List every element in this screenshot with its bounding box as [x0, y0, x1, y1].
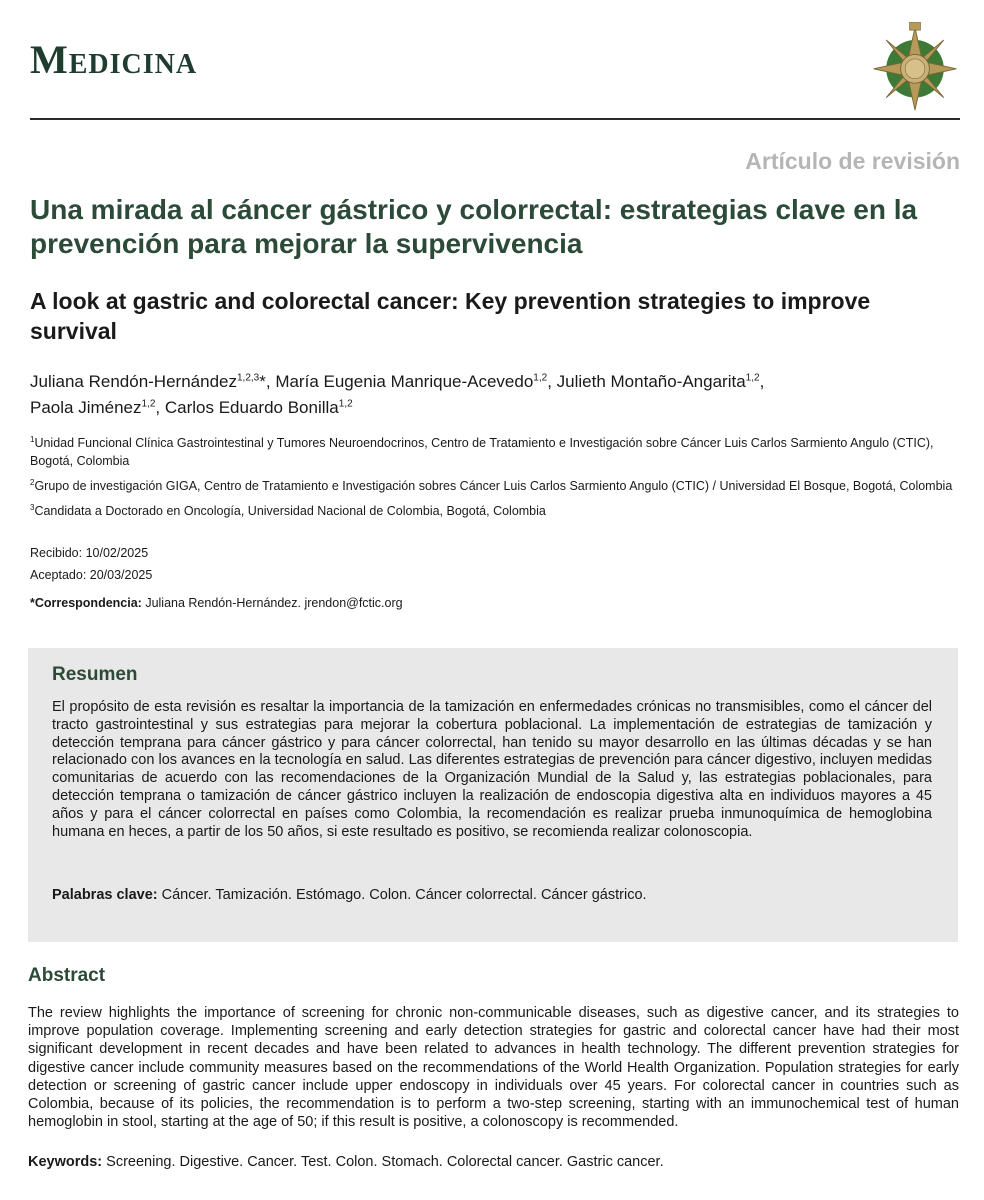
academy-emblem-icon: [870, 22, 960, 112]
author-list: [30, 366, 950, 419]
author: Juliana Rendón-Hernández$^{1,2,3}$*,: [30, 371, 276, 391]
author: María Eugenia Manrique-Acevedo$^{1,2}$,: [275, 371, 557, 391]
masthead: [30, 0, 960, 120]
header-rule: [30, 118, 960, 120]
keywords: [28, 1154, 958, 1170]
title-english: A look at gastric and colorectal cancer: Key prevention strategies to improve survival: [30, 288, 871, 344]
palabras-clave-label: Palabras clave:: [52, 887, 158, 903]
author: Carlos Eduardo Bonilla$^{1,2}$: [164, 398, 353, 418]
resumen-heading: Resumen: [52, 664, 138, 685]
author: Paola Jiménez$^{1,2}$,: [30, 398, 165, 418]
affiliations: [30, 431, 960, 524]
affiliation: $^3$Candidata a Doctorado en Oncología, Universidad Nacional de Colombia, Bogotá, Colombia: [30, 503, 546, 519]
abstract-heading: Abstract: [28, 965, 106, 986]
received-date: Recibido: 10/02/2025: [30, 546, 149, 560]
correspondence-label: *Correspondencia:: [30, 596, 142, 610]
accepted-date: Aceptado: 20/03/2025: [30, 568, 153, 582]
abstract-body: The review highlights the importance of screening for chronic non-communicable diseases, such as digestive cancer, and its strategies to improve population coverage. Implementing screening and early detection strategies for gastric and colorectal cancer have had their most significant development in recent decades and have been related to advances in health technology. The different prevention strategies for digestive cancer include community measures based on the recommendations of the World Health Organization. Population strategies for early detection or screening of gastric cancer include upper endoscopy in individuals over 45 years. For colorectal cancer in countries such as Colombia, because of its policies, the recommendation is to perform a two-step screening, starting with an immunochemical test of human hemoglobin in stool, starting at the age of 50; if this result is positive, a colonoscopy is recommended.: [28, 1005, 959, 1131]
affiliation: $^2$Grupo de investigación GIGA, Centro de Tratamiento e Investigación sobres Cáncer Luis Carlos Sarmiento Angulo (CTIC) / Universidad El Bosque, Bogotá, Colombia: [30, 478, 953, 494]
journal-title: Medicina: [30, 37, 198, 82]
article-type: Artículo de revisión: [745, 148, 960, 174]
keywords-text: Screening. Digestive. Cancer. Test. Colon. Stomach. Colorectal cancer. Gastric cancer.: [102, 1154, 664, 1170]
palabras-clave: [52, 887, 932, 903]
palabras-clave-text: Cáncer. Tamización. Estómago. Colon. Cáncer colorrectal. Cáncer gástrico.: [157, 887, 647, 903]
resumen-section: [28, 648, 958, 942]
correspondence: [30, 596, 403, 610]
correspondence-text: Juliana Rendón-Hernández. jrendon@fctic.org: [141, 596, 403, 610]
article-dates: [30, 542, 152, 586]
resumen-body: El propósito de esta revisión es resaltar la importancia de la tamización en enfermedades crónicas no transmisibles, como el cáncer del tracto gastrointestinal y sus estrategias para mejorar la cobertura poblacional. La implementación de estrategias de tamización y detección temprana para cáncer gástrico y para cáncer colorrectal, han tenido su mayor desarrollo en las últimas décadas y se han relacionado con los avances en la tecnología en salud. Las diferentes estrategias de prevención para cáncer digestivo, incluyen medidas comunitarias de acuerdo con las recomendaciones de la Organización Mundial de la Salud y, las estrategias poblacionales, para detección temprana o tamización de cáncer gástrico incluyen la realización de endoscopia digestiva alta en individuos mayores a 45 años y para el cáncer colorrectal en países como Colombia, la recomendación es realizar prueba inmunoquímica de hemoglobina humana en heces, a partir de los 50 años, si este resultado es positivo, se recomienda realizar colonoscopia.: [52, 699, 932, 840]
title-spanish: Una mirada al cáncer gástrico y colorrectal: estrategias clave en la prevención para mejorar la supervivencia: [30, 194, 918, 259]
affiliation: $^1$Unidad Funcional Clínica Gastrointestinal y Tumores Neuroendocrinos, Centro de Tratamiento e Investigación sobre Cáncer Luis Carlos Sarmiento Angulo (CTIC), Bogotá, Colombia: [30, 435, 934, 469]
keywords-label: Keywords:: [28, 1154, 103, 1170]
author: Julieth Montaño-Angarita$^{1,2}$,: [556, 371, 765, 391]
